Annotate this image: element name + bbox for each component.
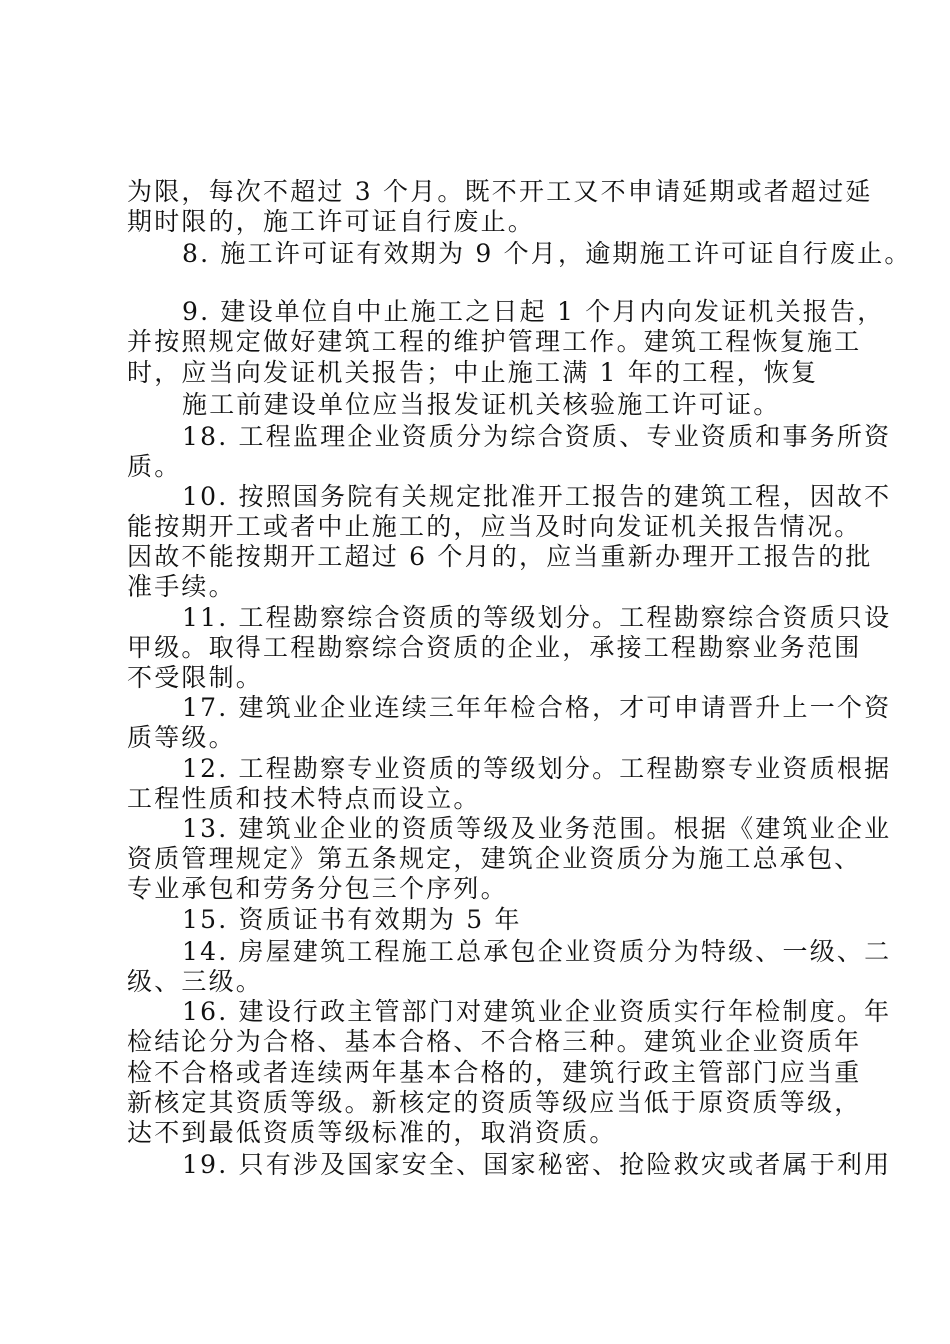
text-line: 为限，每次不超过 3 个月。既不开工又不申请延期或者超过延 (127, 177, 873, 206)
text-line: 专业承包和劳务分包三个序列。 (127, 874, 508, 903)
text-line: 期时限的，施工许可证自行废止。 (127, 207, 536, 236)
text-line: 13. 建筑业企业的资质等级及业务范围。根据《建筑业企业 (182, 814, 892, 843)
text-line: 11. 工程勘察综合资质的等级划分。工程勘察综合资质只设 (182, 603, 892, 632)
text-line: 时，应当向发证机关报告；中止施工满 1 年的工程，恢复 (127, 358, 819, 387)
text-line: 10. 按照国务院有关规定批准开工报告的建筑工程，因故不 (182, 482, 892, 511)
text-line: 9. 建设单位自中止施工之日起 1 个月内向发证机关报告， (182, 297, 885, 326)
text-line: 检不合格或者连续两年基本合格的，建筑行政主管部门应当重 (127, 1058, 862, 1087)
text-line: 准手续。 (127, 572, 236, 601)
text-line: 18. 工程监理企业资质分为综合资质、专业资质和事务所资 (182, 422, 892, 451)
text-line: 能按期开工或者中止施工的，应当及时向发证机关报告情况。 (127, 512, 862, 541)
text-line: 16. 建设行政主管部门对建筑业企业资质实行年检制度。年 (182, 997, 892, 1026)
text-line: 达不到最低资质等级标准的，取消资质。 (127, 1118, 617, 1147)
text-line: 工程性质和技术特点而设立。 (127, 784, 481, 813)
text-line: 级、三级。 (127, 967, 264, 996)
text-line: 检结论分为合格、基本合格、不合格三种。建筑业企业资质年 (127, 1027, 862, 1056)
text-line: 不受限制。 (127, 663, 264, 692)
text-line: 8. 施工许可证有效期为 9 个月，逾期施工许可证自行废止。 (182, 239, 912, 268)
text-line: 12. 工程勘察专业资质的等级划分。工程勘察专业资质根据 (182, 754, 892, 783)
text-line: 新核定其资质等级。新核定的资质等级应当低于原资质等级， (127, 1088, 862, 1117)
text-line: 14. 房屋建筑工程施工总承包企业资质分为特级、一级、二 (182, 937, 892, 966)
text-line: 甲级。取得工程勘察综合资质的企业，承接工程勘察业务范围 (127, 633, 862, 662)
text-line: 质等级。 (127, 723, 236, 752)
text-line: 17. 建筑业企业连续三年年检合格，才可申请晋升上一个资 (182, 693, 892, 722)
text-line: 并按照规定做好建筑工程的维护管理工作。建筑工程恢复施工 (127, 327, 862, 356)
text-line: 资质管理规定》第五条规定，建筑企业资质分为施工总承包、 (127, 844, 862, 873)
text-line: 因故不能按期开工超过 6 个月的，应当重新办理开工报告的批 (127, 542, 873, 571)
text-line: 19. 只有涉及国家安全、国家秘密、抢险救灾或者属于利用 (182, 1150, 892, 1179)
text-line: 15. 资质证书有效期为 5 年 (182, 905, 522, 934)
text-line: 质。 (127, 452, 182, 481)
text-line: 施工前建设单位应当报发证机关核验施工许可证。 (182, 390, 781, 419)
